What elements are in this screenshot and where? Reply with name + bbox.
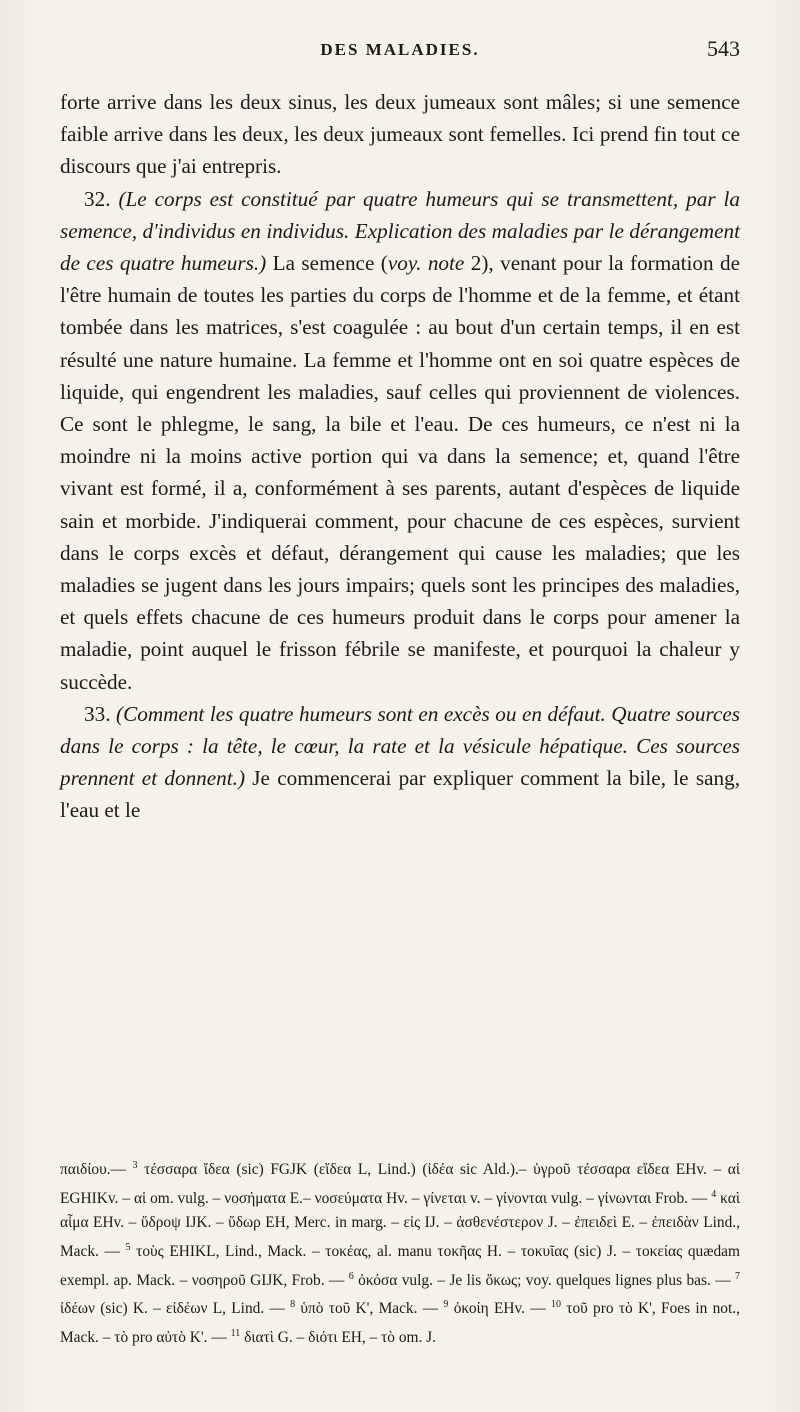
footnote-segment: ὀκοίη EHv. — (448, 1300, 551, 1318)
section-title: (Le corps est constitué par quatre humeurs qui se transmettent, par la semence, d'individus en individus. Explication des maladies par le dérangement de ces quatre humeurs.) (60, 186, 741, 276)
footnote-segment: καὶ αἷμα EHv. – ὕδροψ IJK. – ὕδωρ EH, Merc. in marg. – εἰς IJ. – ἀσθενέστερον J. – ἐπειδεὶ E. – ἐπειδὰν Lind., Mack. — (60, 1189, 740, 1261)
section-text: 2), venant pour la formation de l'être humain de toutes les parties du corps de l'homme et de la femme, et étant tombée dans les matrices, s'est coagulée : au bout d'un certain temps, il en est résulté une nature humaine. La femme et l'homme ont en soi quatre espèces de liquide, qui engendrent les maladies, sauf celles qui proviennent de violences. Ce sont le phlegme, le sang, la bile et l'eau. De ces humeurs, ce n'est ni la moindre ni la moins active portion qui va dans la semence; et, quand l'être vivant est formé, il a, conformément à ses parents, autant d'espèces de liquide sain et morbide. J'indiquerai comment, pour chacune de ces espèces, survient dans le corps excès et défaut, dérangement qui cause les maladies; que les maladies se jugent dans les jours impairs; quels sont les principes des maladies, et quels effets chacune de ces humeurs produit dans le corps pour amener la maladie, point auquel le frisson fébrile se manifeste, et pourquoi la chaleur y succède. (60, 251, 740, 694)
footnote-marker: 8 (290, 1299, 296, 1311)
footnote-marker: 6 (348, 1270, 354, 1282)
section-32 (60, 183, 740, 698)
footnotes (60, 1154, 740, 1351)
footnote-segment: τοῦ pro τὸ K', Foes in not., Mack. – τὸ pro αὐτὸ K'. — (60, 1300, 740, 1347)
footnote-text (60, 1154, 740, 1351)
note-reference: voy. note (387, 251, 465, 276)
running-title: DES MALADIES. (320, 40, 480, 59)
footnote-marker: 3 (132, 1160, 138, 1171)
footnote-marker: 11 (230, 1328, 241, 1340)
section-number: 33. (84, 701, 111, 726)
paragraph-continued (60, 86, 740, 183)
section-number: 32. (84, 186, 111, 211)
footnote-segment: τοὺς EHIKL, Lind., Mack. – τοκέας, al. manu τοκῆας H. – τοκυῖας (sic) J. – τοκείας quædam exempl. ap. Mack. – νοσηροῦ GIJK, Frob. — (60, 1243, 740, 1289)
footnote-segment: ἰδέων (sic) K. – εἰδέων L, Lind. — (60, 1300, 291, 1318)
main-text (60, 86, 740, 827)
section-text: La semence ( (266, 251, 388, 276)
footnote-marker: 10 (550, 1299, 561, 1311)
footnote-marker: 9 (443, 1299, 449, 1311)
footnote-marker: 7 (735, 1270, 740, 1282)
footnote-segment: διατὶ G. – διότι EH, – τὸ om. J. (240, 1329, 437, 1347)
section-title: (Comment les quatre humeurs sont en excès ou en défaut. Quatre sources dans le corps : la tête, le cœur, la rate et la vésicule hépatique. Ces sources prennent et donnent.) (60, 701, 741, 791)
footnote-segment: ὑπὸ τοῦ K', Mack. — (295, 1300, 444, 1318)
section-text: Je commencerai par expliquer comment la bile, le sang, l'eau et le (60, 766, 740, 823)
running-head (60, 30, 740, 66)
footnote-segment: τέσσαρα ἴδεα (sic) FGJK (εἴδεα L, Lind.) (ἰδέα sic Ald.).– ὑγροῦ τέσσαρα εἴδεα EHv. – αἱ EGHIKv. – αἱ om. vulg. – νοσήματα E.– νοσεύματα Hv. – γίνεται v. – γίνονται vulg. – γίνωνται Frob. — (60, 1161, 740, 1207)
footnote-marker: 4 (711, 1188, 717, 1200)
section-33 (60, 698, 740, 827)
footnote-segment: παιδίου.— (60, 1161, 133, 1179)
footnote-marker: 5 (125, 1242, 131, 1254)
paragraph-text: forte arrive dans les deux sinus, les deux jumeaux sont mâles; si une semence faible arrive dans les deux, les deux jumeaux sont femelles. Ici prend fin tout ce discours que j'ai entrepris. (60, 90, 740, 179)
page-number: 543 (707, 36, 740, 61)
footnote-segment: ὀκόσα vulg. – Je lis ὄκως; voy. quelques lignes plus bas. — (353, 1271, 735, 1289)
